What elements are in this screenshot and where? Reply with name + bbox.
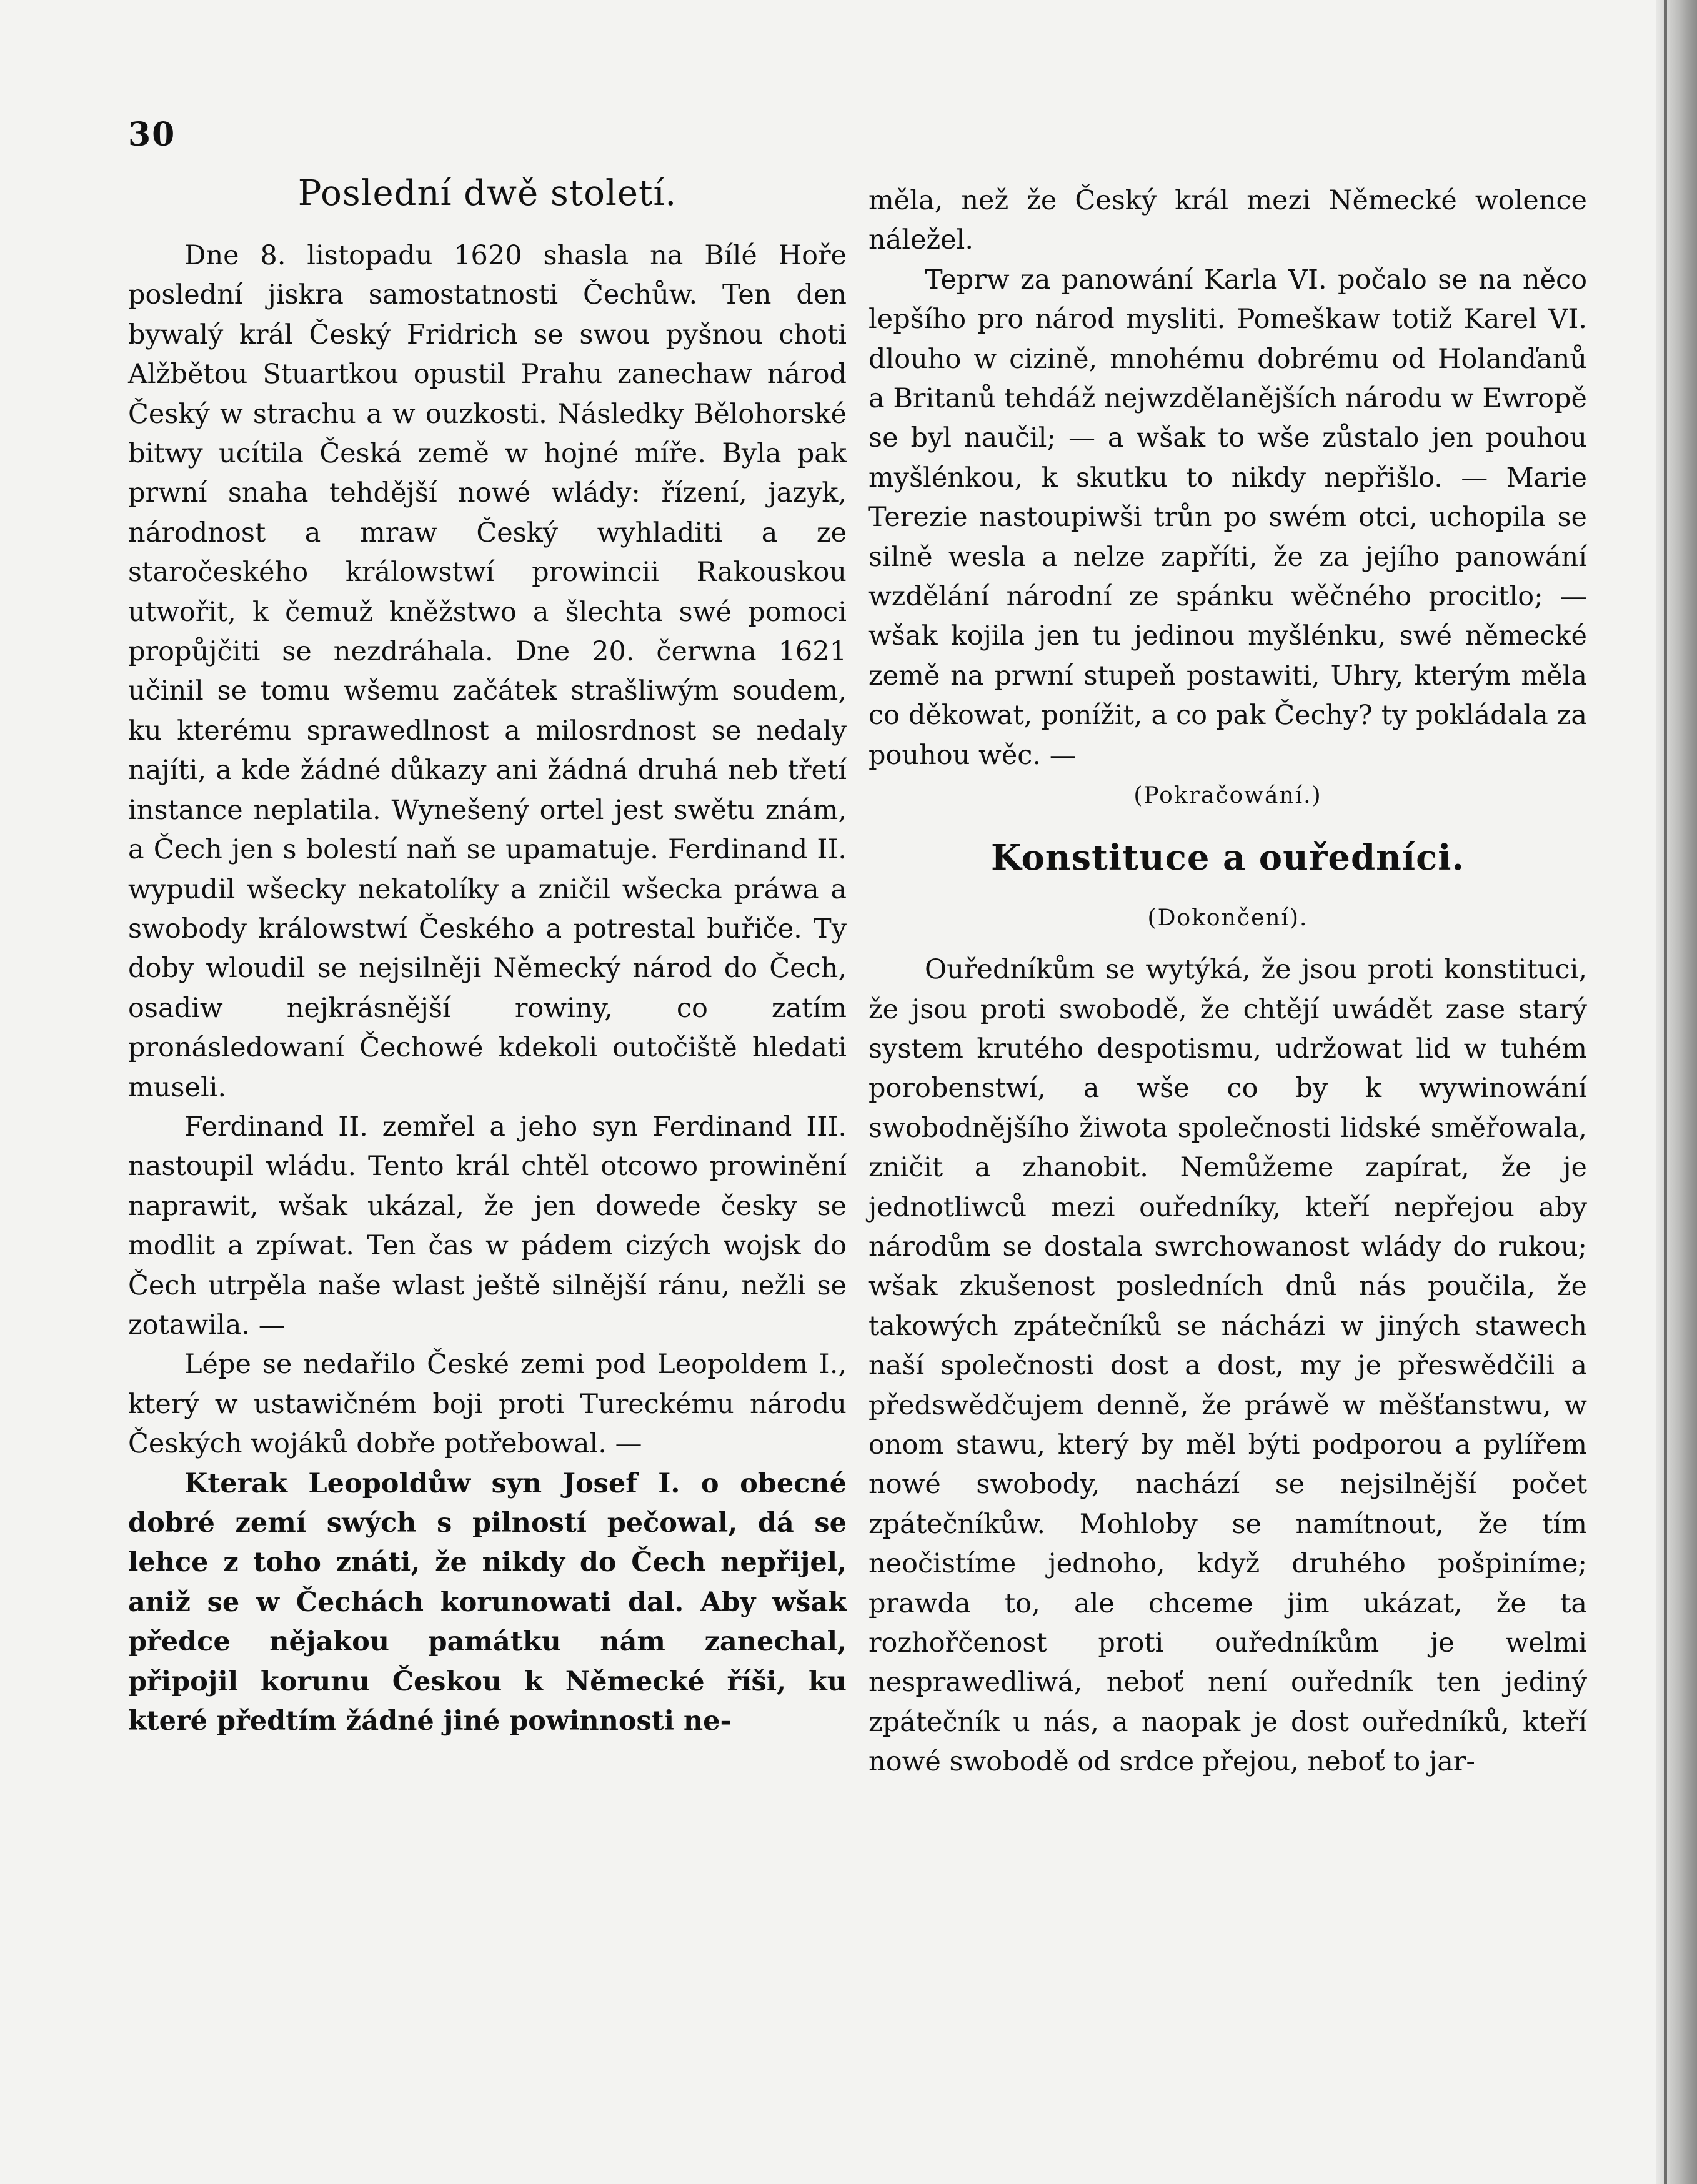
paragraph: Ouředníkům se wytýká, že jsou proti konstituci, že jsou proti swobodě, že chtějí uwádět zase starý system krutého despotismu, udržowat lid w tuhém porobenstwí, a wše co by k wywinowání swobodnějšího žiwota společnosti lidské směřowala, zničit a zhanobit. Nemůžeme zapírat, že je jednotliwců mezi ouředníky, kteří nepřejou aby národům se dostala swrchowanost wlády do rukou; wšak zkušenost posledních dnů nás poučila, že takowých zpátečníků se nácházi w jiných stawech naší společnosti dost a dost, my je přeswědčili a předswědčujem denně, že práwě w měšťanstwu, w onom stawu, který by měl býti podporou a pylířem nowé swobody, nachází se nejsilnější počet zpátečníkůw. Mohloby se namítnout, že tím neočistíme jednoho, když druhého pošpiníme; prawda to, ale chceme jim ukázat, že ta rozhořčenost proti ouředníkům je welmi nesprawedliwá, neboť není ouředník ten jediný zpátečník u nás, a naopak je dost ouředníků, kteří nowé swobodě od srdce přejou, neboť to jar- [868, 954, 1587, 1778]
section-title-constitution: Konstituce a ouředníci. [991, 837, 1465, 879]
page-number: 30 [128, 116, 176, 154]
paragraph: Lépe se nedařilo České zemi pod Leopoldem I., který w ustawičném boji proti Tureckému národu Českých wojáků dobře potřebowal. — [128, 1349, 847, 1460]
continuation-text: měla, než že Český král mezi Německé wolence náležel. [868, 185, 1587, 256]
conclusion-note: (Dokončení). [1147, 905, 1308, 931]
page-edge-shadow [1656, 0, 1697, 2184]
to-be-continued-note: (Pokračowání.) [1133, 783, 1322, 809]
right-column [868, 181, 1587, 1782]
paragraph: Kterak Leopoldůw syn Josef I. o obecné dobré zemí swých s pilností pečowal, dá se lehce z toho znáti, že nikdy do Čech nepřijel, aniž se w Čechách korunowati dal. Aby wšak předce nějakou památku nám zanechal, připojil korunu Českou k Německé říši, ku které předtím žádné jiné powinnosti ne- [128, 1467, 847, 1737]
left-column [128, 169, 847, 1741]
page-edge-line [1664, 0, 1667, 2184]
paragraph: Dne 8. listopadu 1620 shasla na Bílé Hoře poslední jiskra samostatnosti Čechůw. Ten den bywalý král Český Fridrich se swou pyšnou choti Alžbětou Stuartkou opustil Prahu zanechaw národ Český w strachu a w ouzkosti. Následky Bělohorské bitwy ucítila Česká země w hojné míře. Byla pak prwní snaha tehdější nowé wlády: řízení, jazyk, národnost a mraw Český wyhladiti a ze staročeského králowstwí prowincii Rakouskou utwořit, k čemuž kněžstwo a šlechta swé pomoci propůjčiti se nezdráhala. Dne 20. čerwna 1621 učinil se tomu wšemu začátek strašliwým soudem, ku kterému sprawedlnost a milosrdnost se nedaly najíti, a kde žádné důkazy ani žádná druhá neb třetí instance neplatila. Wynešený ortel jest swětu znám, a Čech jen s bolestí naň se upamatuje. Ferdinand II. wypudil wšecky nekatolíky a zničil wšecka práwa a swobody králowstwí Českého a potrestal buřiče. Ty doby wloudil se nejsilněji Německý národ do Čech, osadiw nejkrásnější rowiny, co zatím pronásledowaní Čechowé kdekoli outočiště hledati museli. [128, 240, 847, 1103]
paragraph: Ferdinand II. zemřel a jeho syn Ferdinand III. nastoupil wládu. Tento král chtěl otcowo prowinění naprawit, wšak ukázal, že jen dowede česky se modlit a zpíwat. Ten čas w pádem cizých wojsk do Čech utrpěla naše wlast ještě silnější ránu, nežli se zotawila. — [128, 1111, 847, 1341]
section-title-two-centuries: Poslední dwě století. [297, 173, 677, 214]
paragraph: Teprw za panowání Karla VI. počalo se na něco lepšího pro národ mysliti. Pomeškaw totiž Karel VI. dlouho w cizině, mnohému dobrému od Holanďanů a Britanů tehdáž nejwzdělanějších národu w Ewropě se byl naučil; — a wšak to wše zůstalo jen pouhou myšlénkou, k skutku to nikdy nepřišlo. — Marie Terezie nastoupiwši trůn po swém otci, uchopila se silně wesla a nelze zapříti, že za jejího panowání wzdělání národní ze spánku wěčného procitlo; — wšak kojila jen tu jedinou myšlénku, swé německé země na prwní stupeň postawiti, Uhry, kterým měla co děkowat, ponížit, a co pak Čechy? ty pokládala za pouhou wěc. — [868, 264, 1587, 771]
